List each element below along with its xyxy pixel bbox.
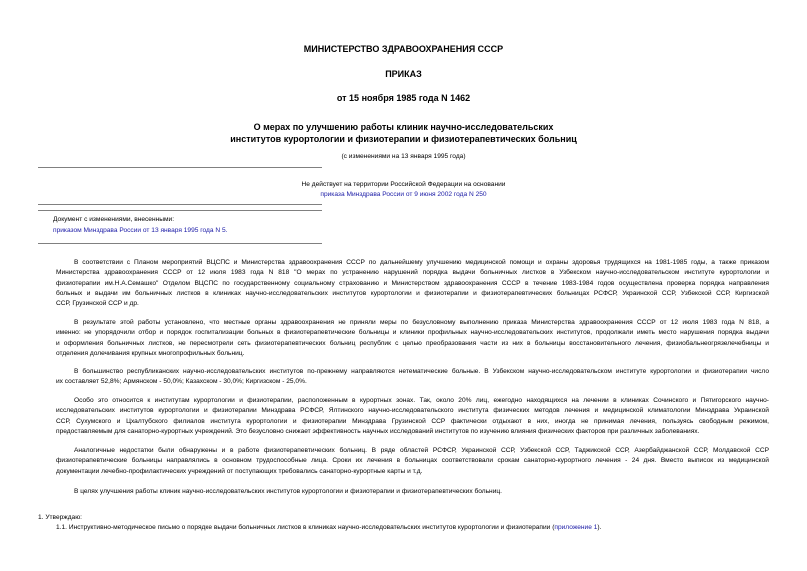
paragraph-line: больных и выдачи им больничных листков в клиниках научно-исследовательских институтов курортологии и физиотерапии и физиотерапевтических больницах РСФСР, Украинской ССР, Узбекской ССР, Киргизской <box>56 289 769 297</box>
divider <box>38 204 322 205</box>
divider <box>38 210 322 211</box>
paragraph-line: Министерства здравоохранения СССР от 12 июля 1983 года N 818 "О мерах по устранению нарушений порядка выдачи больничных листков в Узбекском научно-исследовательском институте курортологии и <box>56 269 769 277</box>
paragraph-1 <box>38 258 769 309</box>
paragraph-line: ССР, Грузинской ССР и др. <box>56 300 139 308</box>
appendix-1-link[interactable]: приложение 1 <box>554 524 598 531</box>
paragraph-2 <box>38 318 769 359</box>
changes-link[interactable]: приказом Минздрава России от 13 января 1995 года N 5. <box>53 227 228 234</box>
paragraph-6 <box>38 487 769 497</box>
changes-label: Документ с изменениями, внесенными: <box>53 216 175 223</box>
divider <box>38 243 322 244</box>
order-item-1-1 <box>56 523 601 533</box>
paragraph-line: физиотерапии им.Н.А.Семашко" Отделом ВЦСПС по государственному социальному страхованию и Министерством здравоохранения СССР в течение 1983-1984 годов осуществлена проверка порядка направления <box>56 279 769 287</box>
paragraph-line: их составляет 52,8%; Армянском - 50,0%; Казахском - 30,0%; Киргизском - 25,0%. <box>56 378 307 386</box>
paragraph-5 <box>38 446 769 477</box>
order-heading: 1. Утверждаю: <box>38 514 83 521</box>
paragraph-line: В целях улучшения работы клиник научно-исследовательских институтов курортологии и физиотерапии и физиотерапевтических больниц. <box>74 488 502 495</box>
amendments-note: (с изменениями на 13 января 1995 года) <box>341 153 466 160</box>
paragraph-line: В большинство республиканских научно-исследовательских институтов по-прежнему направляются нетематические больные. В Узбекском научно-исследовательском институте курортологии и физиотерапии число <box>74 368 769 375</box>
order-item-text: 1.1. Инструктивно-методическое письмо о порядке выдачи больничных листков в клиниках научно-исследовательских институтов курортологии и физиотерапии ( <box>56 524 555 531</box>
notice-line: Не действует на территории Российской Федерации на основании <box>301 181 506 188</box>
paragraph-line: Аналогичные недостатки были обнаружены и в работе физиотерапевтических больниц. В ряде областей РСФСР, Украинской ССР, Узбекской ССР, Таджикской ССР, Азербайджанской ССР, Молдавской ССР <box>74 447 769 454</box>
title-line-2: институтов курортологии и физиотерапии и физиотерапевтических больниц <box>230 134 577 144</box>
paragraph-3 <box>38 367 769 388</box>
order-item-end: ). <box>597 524 602 531</box>
divider <box>38 167 322 168</box>
paragraph-line: В результате этой работы установлено, что местные органы здравоохранения не приняли меры по безусловному выполнению приказа Министерства здравоохранения СССР от 12 июля 1983 года N 818, а <box>74 319 769 326</box>
paragraph-line: ССР, Сухумского и Цхалтубского филиалов института курортологии и физиотерапии Минздрава Грузинской ССР фактически отдыхают в них, иногда не принимая лечения, пользуясь свободным режимом, <box>56 417 769 425</box>
paragraph-line: и оформления больничных листков, не пересмотрели сеть физиотерапевтических больниц республик с целью преобразования части из них в больницы восстановительного лечения, физиобальнеогрязелечебницы и <box>56 339 769 347</box>
paragraph-line: именно: не упорядочили отбор и порядок госпитализации больных в физиотерапевтические больницы и клиники профильных научно-исследовательских институтов, продолжали иметь место нарушения порядка выдачи <box>56 329 769 337</box>
paragraph-line: физиотерапевтические больницы направлялись в основном трудоспособные лица. Сроки их лечения в больницах соответствовали срокам санаторно-курортного лечения - 24 дня. Вместо выписок из медицинской <box>56 457 769 465</box>
notice-link[interactable]: приказа Минздрава России от 9 июня 2002 года N 250 <box>320 191 487 198</box>
doc-type-heading: ПРИКАЗ <box>385 69 422 79</box>
ministry-heading: МИНИСТЕРСТВО ЗДРАВООХРАНЕНИЯ СССР <box>303 44 504 54</box>
date-number: от 15 ноября 1985 года N 1462 <box>336 93 471 103</box>
paragraph-line: Особо это относится к институтам курортологии и физиотерапии, расположенным в курортных зонах. Так, около 20% лиц, ежегодно находящихся на лечении в клиниках Сочинского и Пятигорского научно- <box>74 397 769 404</box>
paragraph-4 <box>38 396 769 437</box>
title-line-1: О мерах по улучшению работы клиник научно-исследовательских <box>253 122 554 132</box>
paragraph-line: документации лечебно-профилактических учреждений от поступающих требовались санаторно-курортные карты и т.д. <box>56 467 423 475</box>
paragraph-line: В соответствии с Планом мероприятий ВЦСПС и Министерства здравоохранения СССР по дальнейшему улучшению медицинской помощи и охраны здоровья трудящихся на 1981-1985 годы, а также приказом <box>74 259 769 266</box>
paragraph-line: отделения долечивания крупных многопрофильных больниц. <box>56 349 245 357</box>
paragraph-line: исследовательских институтов курортологии и физиотерапии Минздрава РСФСР, Ялтинского научно-исследовательского института физических методов лечения и медицинской климатологии Минздрава Украинской <box>56 407 769 415</box>
paragraph-line: предоставляемым для санаторно-курортных учреждений. Это безусловно снижает эффективность научных исследований институтов по изучению влияния физических факторов при различных заболеваниях. <box>56 427 700 435</box>
